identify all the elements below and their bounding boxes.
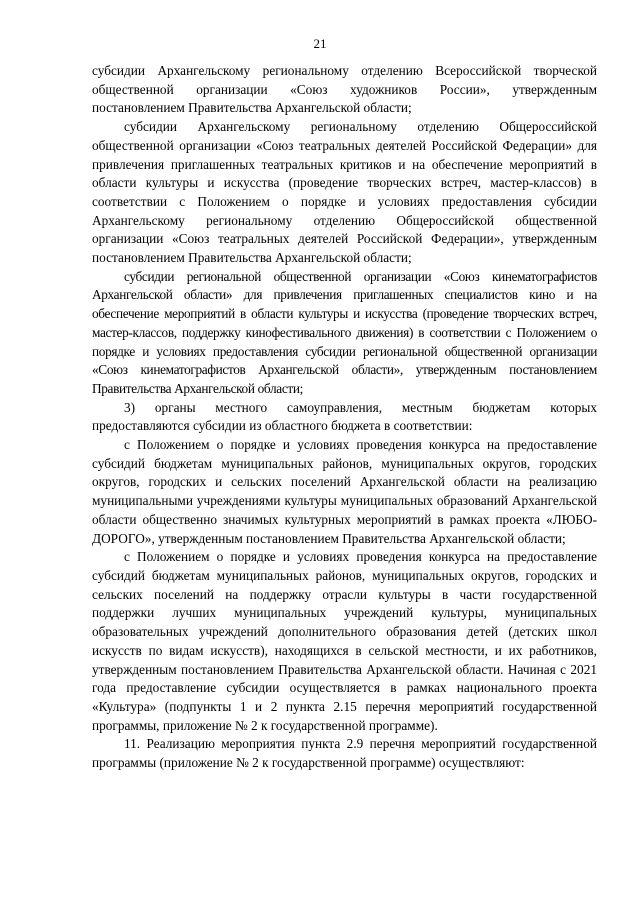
paragraph-artists-union-subsidy: субсидии Архангельскому региональному отделению Всероссийской творческой общественной организации «Союз художников России», утвержденным постановлением Правительства Архангельской области; [92, 63, 597, 116]
document-body [92, 62, 597, 773]
paragraph-item-11: 11. Реализацию мероприятия пункта 2.9 перечня мероприятий государственной программы (приложение № 2 к государственной программе) осуществляют: [92, 736, 597, 771]
paragraph-theatre-union-subsidy: субсидии Архангельскому региональному отделению Общероссийской общественной организации «Союз театральных деятелей Российской Федерации» для привлечения приглашенных театральных критиков и на обеспечение мероприятий в области культуры и искусства (проведение творческих встреч, мастер-классов) в соответствии с Положением о порядке и условиях предоставления субсидии Архангельскому региональному отделению Общероссийской общественной организации «Союз театральных деятелей Российской Федерации», утвержденным постановлением Правительства Архангельской области; [92, 119, 597, 266]
paragraph-local-government: 3) органы местного самоуправления, местным бюджетам которых предоставляются субсидии из областного бюджета в соответствии: [92, 399, 597, 434]
paragraph-lyubo-dorogo-contest: с Положением о порядке и условиях проведения конкурса на предоставление субсидий бюджетам муниципальных районов, муниципальных округов, городских округов, городских и сельских поселений Архангельской области на реализацию муниципальными учреждениями культуры муниципальных образований Архангельской области общественно значимых культурных мероприятий в рамках проекта «ЛЮБО-ДОРОГО», утвержденным постановлением Правительства Архангельской области; [92, 437, 597, 546]
page-number: 21 [313, 36, 327, 51]
paragraph-culture-support-contest: с Положением о порядке и условиях проведения конкурса на предоставление субсидий бюджетам муниципальных районов, муниципальных округов, городских и сельских поселений на поддержку отрасли культуры в части государственной поддержки лучших муниципальных учреждений культуры, муниципальных образовательных учреждений дополнительного образования детей (детских школ искусств по видам искусств), находящихся в сельской местности, и их работников, утвержденным постановлением Правительства Архангельской области. Начиная с 2021 года предоставление субсидии осуществляется в рамках национального проекта «Культура» (подпункты 1 и 2 пункта 2.15 перечня мероприятий государственной программы, приложение № 2 к государственной программе). [92, 549, 597, 733]
paragraph-cinema-union-subsidy: субсидии региональной общественной организации «Союз кинематографистов Архангельской области» для привлечения приглашенных специалистов кино и на обеспечение мероприятий в области культуры и искусства (проведение творческих встреч, мастер-классов, поддержку кинофестивального движения) в соответствии с Положением о порядке и условиях предоставления субсидии региональной общественной организации «Союз кинематографистов Архангельской области», утвержденным постановлением Правительства Архангельской области; [92, 268, 597, 396]
